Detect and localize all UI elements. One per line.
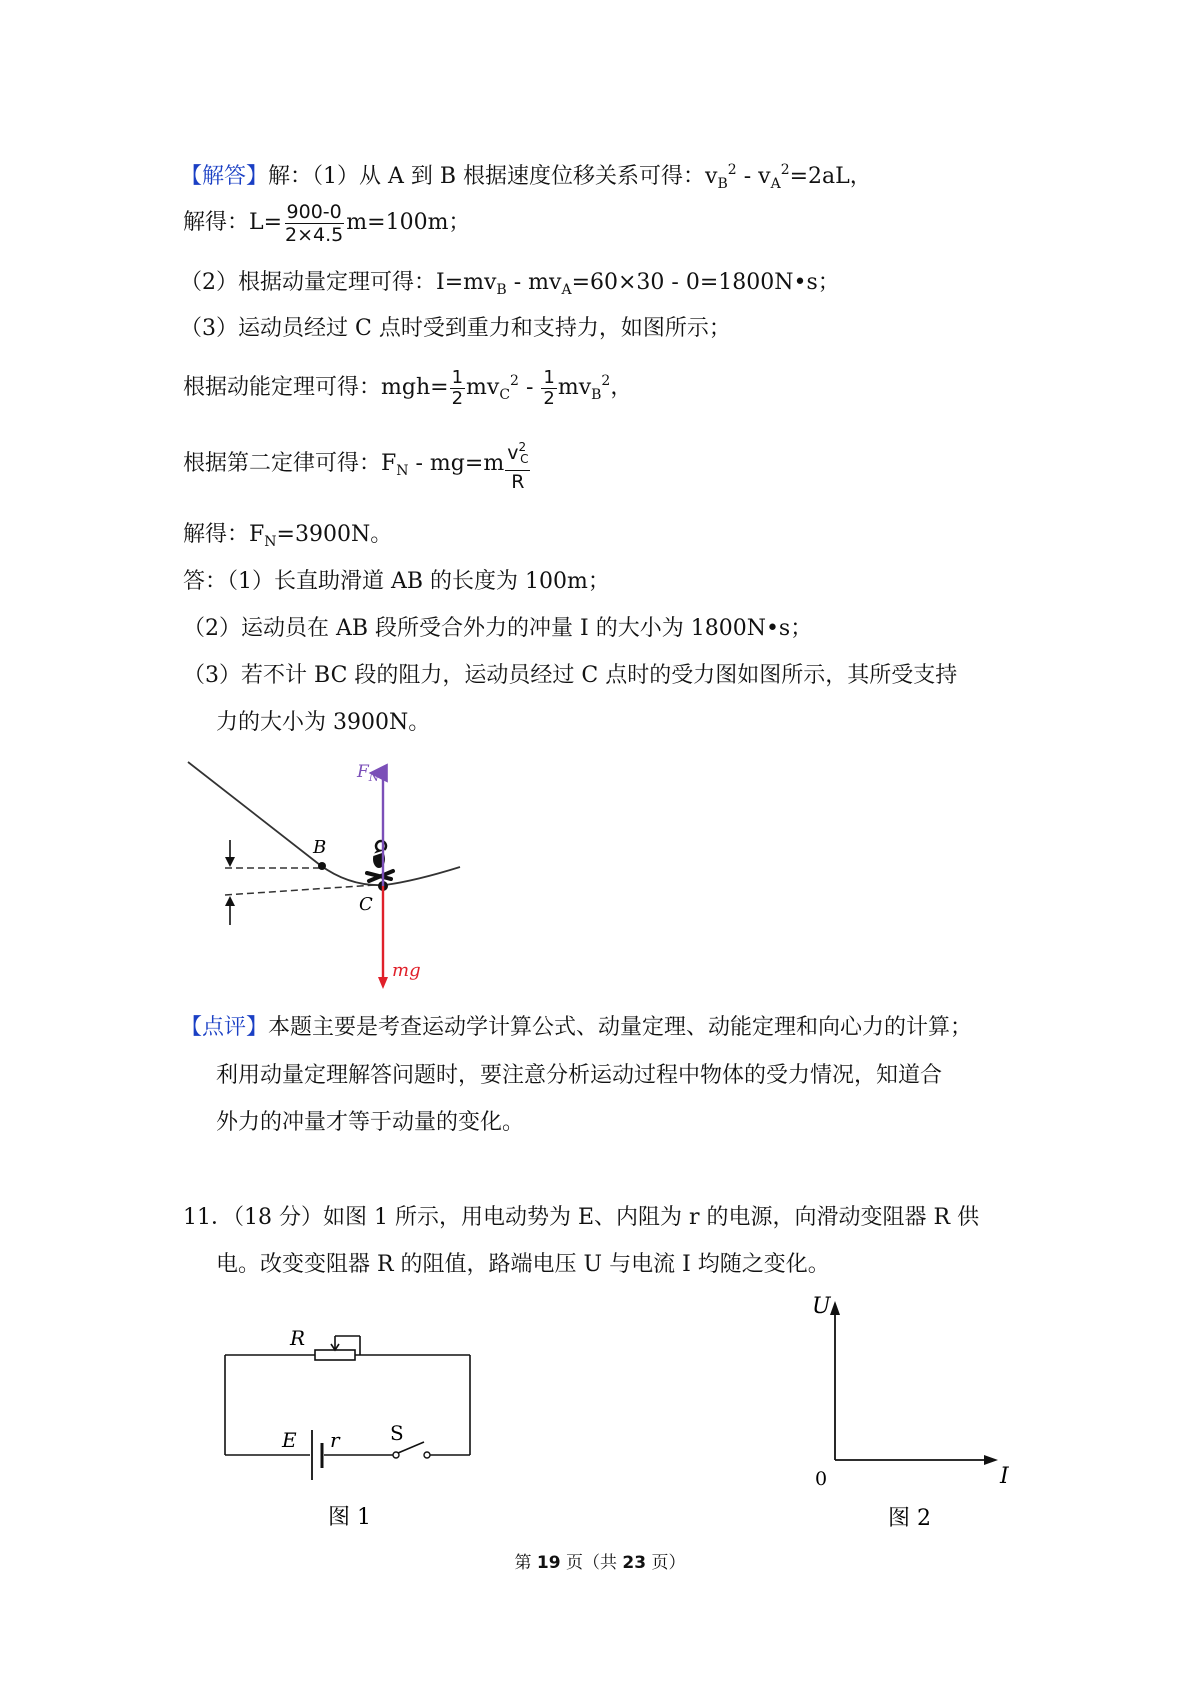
footer-pre: 第 (514, 1553, 537, 1573)
answer-line-1-text: 解：（1）从 A 到 B 根据速度位移关系可得：v (268, 164, 718, 189)
fraction-denominator: 2 (543, 387, 555, 409)
comment-line-3: 外力的冲量才等于动量的变化。 (216, 1110, 525, 1135)
arrow-up-icon (225, 896, 235, 906)
label-e: E (282, 1428, 297, 1452)
arrow-right-icon (984, 1455, 998, 1465)
sup-2: 2 (518, 439, 527, 454)
answer-line-3-end: =60×30 - 0=1800N•s； (571, 270, 840, 295)
answer-line-2 (183, 200, 470, 246)
circuit-diagram (210, 1310, 500, 1540)
minus-mg: - mg=m (408, 451, 505, 476)
answer-line-2-end: m=100m； (346, 210, 471, 235)
comment-line-1-text: 本题主要是考查运动学计算公式、动量定理、动能定理和向心力的计算； (268, 1015, 973, 1040)
minus: - (518, 375, 541, 400)
u-i-axes-diagram (800, 1285, 1040, 1540)
label-fn (356, 762, 380, 784)
answer-line-4: （3）运动员经过 C 点时受到重力和支持力，如图所示； (180, 316, 731, 341)
sub-a: A (770, 176, 781, 192)
footer-post: 页） (646, 1553, 686, 1573)
mv: mv (466, 375, 500, 400)
dashed-line-c (225, 885, 375, 895)
label-u: U (812, 1294, 831, 1319)
fraction-denominator: 2 (451, 387, 464, 409)
sub-c: C (499, 387, 511, 403)
label-b: B (313, 837, 327, 858)
question-11-line-1: 11．（18 分）如图 1 所示，用电动势为 E、内阻为 r 的电源，向滑动变阻器 R 供 (183, 1205, 980, 1230)
conclusion-1: 答：（1）长直助滑道 AB 的长度为 100m； (183, 569, 610, 594)
page-number: 19 (536, 1553, 561, 1573)
answer-line-6-text: 根据第二定律可得：F (183, 451, 397, 476)
arrow-down-icon (225, 857, 235, 867)
resistor-r (315, 1350, 355, 1360)
fraction-l (283, 201, 345, 246)
answer-line-6 (183, 428, 531, 507)
point-b (318, 862, 326, 870)
label-origin: 0 (815, 1468, 828, 1490)
sup-2: 2 (510, 373, 519, 389)
answer-line-7-end: =3900N。 (276, 522, 393, 547)
arrow-up-icon (830, 1301, 840, 1315)
question-11-line-2: 电。改变变阻器 R 的阻值，路端电压 U 与电流 I 均随之变化。 (216, 1252, 830, 1277)
arrow-down-icon (378, 977, 388, 989)
footer-mid: 页（共 (560, 1553, 623, 1573)
sub-b: B (591, 387, 602, 403)
label-c: C (359, 894, 373, 915)
fraction-vc2-r (505, 436, 530, 493)
sub-n: N (264, 534, 277, 550)
answer-line-5-text: 根据动能定理可得：mgh= (183, 375, 449, 400)
fraction-denominator: 2×4.5 (285, 223, 344, 246)
sup-2: 2 (727, 162, 737, 178)
label-s: S (390, 1421, 404, 1445)
label-fn-n: N (368, 770, 380, 784)
label-mg: mg (392, 960, 421, 981)
answer-line-7 (183, 520, 392, 557)
fraction-numerator (505, 436, 530, 471)
switch-contact (424, 1452, 430, 1458)
comment-line-1 (180, 1013, 972, 1043)
minus-mv: - mv (506, 270, 562, 295)
label-fn-f: F (357, 762, 369, 782)
label-r-small: r (330, 1428, 340, 1452)
answer-line-1 (180, 155, 872, 199)
sub-c: C (520, 451, 529, 466)
answer-line-5 (183, 358, 632, 418)
sub-n: N (396, 463, 409, 479)
comment-line-2: 利用动量定理解答问题时，要注意分析运动过程中物体的受力情况，知道合 (216, 1063, 943, 1088)
answer-line-1-end: =2aL， (789, 164, 872, 189)
conclusion-2: （2）运动员在 AB 段所受合外力的冲量 I 的大小为 1800N•s； (183, 616, 813, 641)
conclusion-3b: 力的大小为 3900N。 (216, 710, 431, 735)
sup-2: 2 (601, 373, 611, 389)
v: v (507, 441, 519, 464)
answer-line-2-text: 解得：L= (183, 210, 283, 235)
sub-b: B (496, 282, 507, 298)
force-diagram (185, 755, 485, 995)
answer-line-3 (180, 268, 840, 305)
fraction-denominator: R (511, 470, 525, 493)
comment-tag: 【点评】 (180, 1015, 269, 1040)
fraction-half (541, 368, 556, 409)
figure-1-caption: 图 1 (328, 1505, 371, 1530)
sub-a: A (561, 282, 572, 298)
fraction-numerator: 1 (451, 366, 464, 388)
fraction-half (450, 368, 465, 409)
label-i: I (1000, 1464, 1009, 1489)
minus-v: - v (736, 164, 771, 189)
fraction-numerator: 900-0 (286, 200, 342, 223)
page-footer (0, 1548, 1200, 1573)
answer-tag: 【解答】 (180, 164, 269, 189)
comma: ， (610, 375, 633, 400)
conclusion-3a: （3）若不计 BC 段的阻力，运动员经过 C 点时的受力图如图所示，其所受支持 (183, 663, 958, 688)
mv: mv (557, 375, 592, 400)
skier-icon (367, 841, 393, 881)
page-total: 23 (622, 1553, 647, 1573)
sub-b: B (717, 176, 728, 192)
answer-line-7-text: 解得：F (183, 522, 265, 547)
figure-2-caption: 图 2 (888, 1506, 931, 1531)
fraction-numerator: 1 (543, 366, 555, 388)
sup-2: 2 (780, 162, 790, 178)
label-r-big: R (290, 1326, 306, 1350)
answer-line-3-text: （2）根据动量定理可得：I=mv (180, 270, 497, 295)
